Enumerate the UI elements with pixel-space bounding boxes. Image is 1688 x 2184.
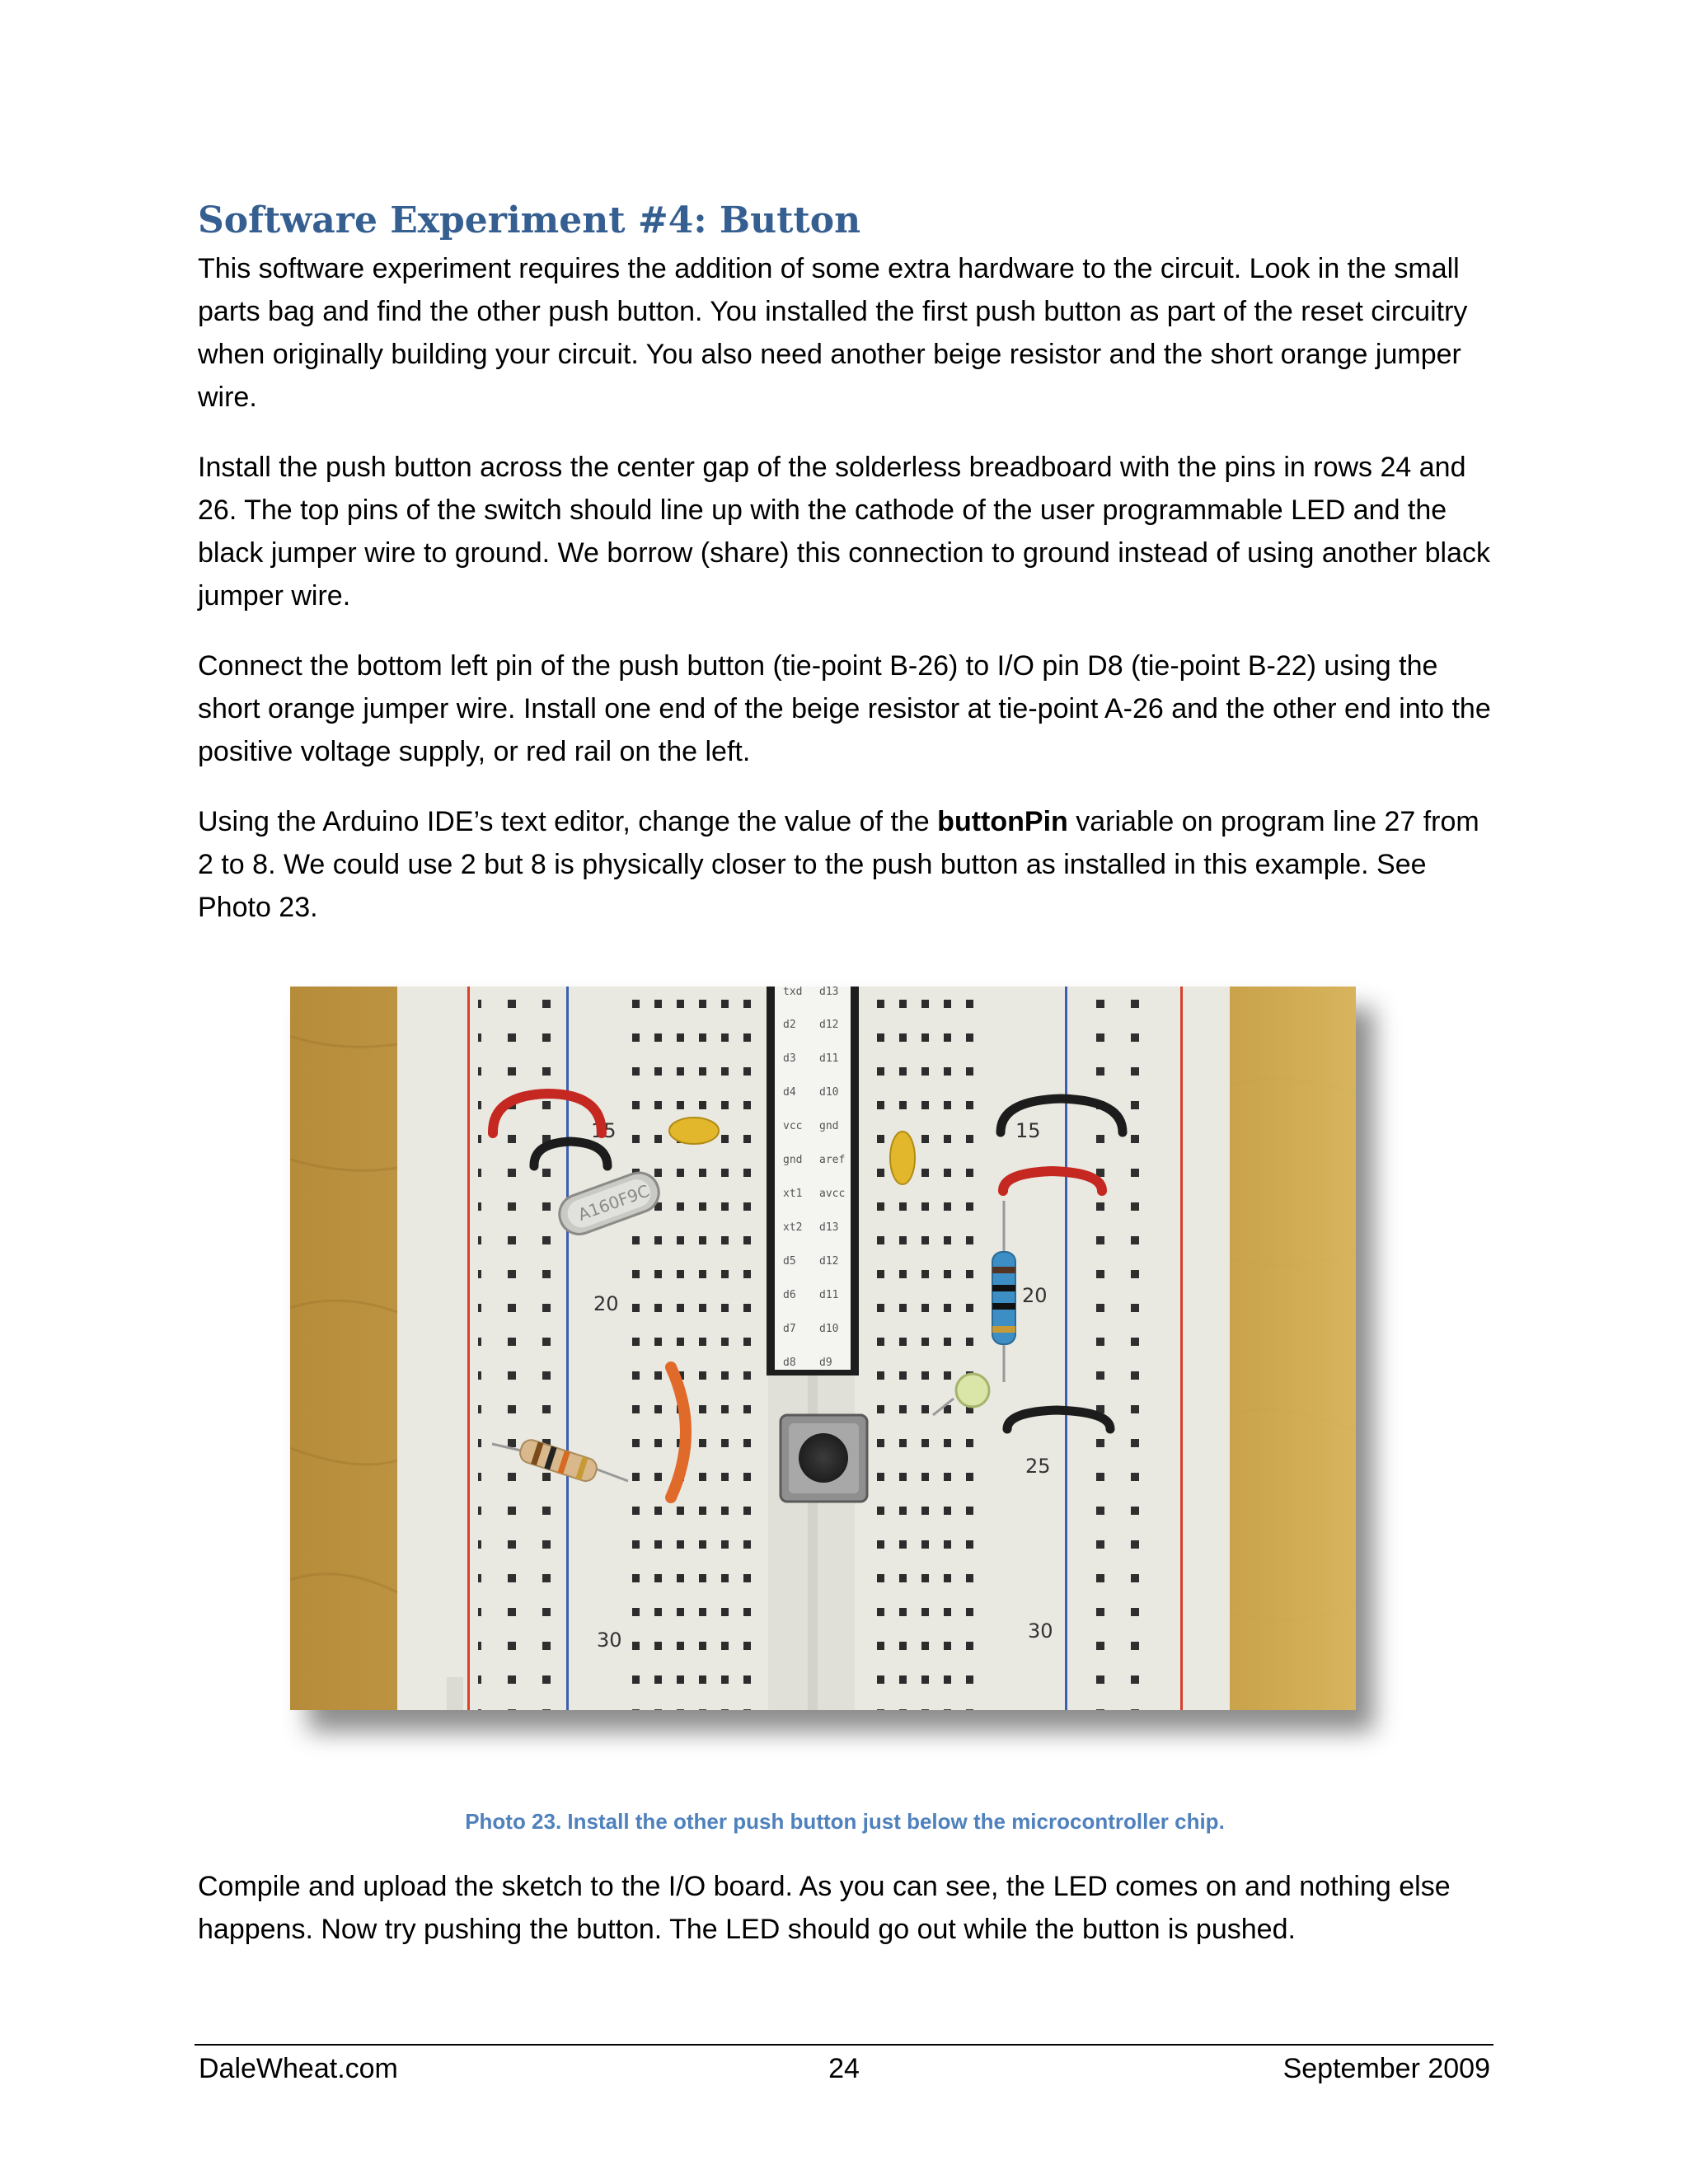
left-red-rail-line bbox=[467, 987, 470, 1710]
footer-website: DaleWheat.com bbox=[199, 2053, 398, 2084]
right-rail-holes bbox=[1075, 987, 1165, 1710]
row-label: 20 bbox=[593, 1292, 619, 1315]
chip-pin-label: d11 bbox=[819, 1289, 839, 1301]
paragraph-change-variable bbox=[198, 800, 1500, 929]
paragraph-text: variable on program line 27 from 2 to 8. We could use 2 but 8 is physically closer to the push button as installed in this example. See Photo 23. bbox=[198, 806, 1479, 923]
chip-pin-label: aref bbox=[819, 1154, 846, 1166]
chip-pin-label: d6 bbox=[783, 1289, 796, 1301]
left-terminal-holes bbox=[632, 987, 756, 1710]
chip-pin-label: d9 bbox=[819, 1357, 832, 1369]
chip-pin-label: d5 bbox=[783, 1255, 796, 1268]
chip-pin-label: xt2 bbox=[783, 1221, 803, 1234]
chip-pin-label: d10 bbox=[819, 1086, 839, 1099]
chip-pin-label: d13 bbox=[819, 987, 839, 998]
footer-page-number: 24 bbox=[828, 2053, 860, 2084]
capacitor bbox=[669, 1118, 719, 1144]
chip-pin-label: d13 bbox=[819, 1221, 839, 1234]
chip-pin-label: avcc bbox=[819, 1188, 846, 1200]
capacitor bbox=[890, 1132, 915, 1184]
chip-pin-label: d3 bbox=[783, 1052, 796, 1065]
chip-pin-label: d11 bbox=[819, 1052, 839, 1065]
chip-pin-label: d12 bbox=[819, 1255, 839, 1268]
chip-pin-label: txd bbox=[783, 987, 803, 998]
photo-caption: Photo 23. Install the other push button just below the microcontroller chip. bbox=[465, 1809, 1225, 1834]
chip-pin-label: d10 bbox=[819, 1323, 839, 1335]
push-button-component bbox=[781, 1415, 867, 1502]
row-label: 15 bbox=[1015, 1119, 1041, 1142]
chip-pin-label: d12 bbox=[819, 1019, 839, 1031]
chip-pin-label: gnd bbox=[783, 1154, 803, 1166]
row-label: 15 bbox=[591, 1119, 617, 1142]
chip-pin-label: vcc bbox=[783, 1120, 803, 1132]
chip-pin-label: d4 bbox=[783, 1086, 796, 1099]
chip-pin-label: d2 bbox=[783, 1019, 796, 1031]
footer-date: September 2009 bbox=[1282, 2053, 1490, 2084]
row-label: 30 bbox=[1028, 1619, 1053, 1643]
chip-pin-label: xt1 bbox=[783, 1188, 803, 1200]
variable-name: buttonPin bbox=[937, 806, 1068, 837]
paragraph-install-button: Install the push button across the center gap of the solderless breadboard with the pins in rows 24 and 26. The top pins of the switch should line up with the cathode of the user programmable LED and the black jumper wire to ground. We borrow (share) this connection to ground instead of using another black jumper wire. bbox=[198, 452, 1491, 612]
chip-pin-label: d8 bbox=[783, 1357, 796, 1369]
breadboard-photo bbox=[290, 987, 1356, 1710]
crystal-marking: A160F9C bbox=[575, 1180, 652, 1225]
button-cap bbox=[799, 1433, 848, 1483]
row-label: 20 bbox=[1022, 1284, 1048, 1307]
right-red-rail-line bbox=[1180, 987, 1183, 1710]
chip-pin-label: gnd bbox=[819, 1120, 839, 1132]
paragraph-compile-upload: Compile and upload the sketch to the I/O board. As you can see, the LED comes on and nothing else happens. Now try pushing the button. The LED should go out while the button is pushed. bbox=[198, 1871, 1451, 1945]
chip-pin-label: d7 bbox=[783, 1323, 796, 1335]
right-terminal-holes bbox=[863, 987, 987, 1710]
paragraph-intro: This software experiment requires the addition of some extra hardware to the circuit. Look in the small parts bag and find the other push button. You installed the first push button as part of the reset circuitry when originally building your circuit. You also need another beige resistor and the short orange jumper wire. bbox=[198, 253, 1468, 413]
led bbox=[956, 1374, 989, 1407]
paragraph-connect-wiring: Connect the bottom left pin of the push button (tie-point B-26) to I/O pin D8 (tie-point B-22) using the short orange jumper wire. Install one end of the beige resistor at tie-point A-26 and the other end into the positive voltage supply, or red rail on the left. bbox=[198, 650, 1491, 767]
paragraph-text: Using the Arduino IDE’s text editor, change the value of the bbox=[198, 806, 938, 837]
section-heading: Software Experiment #4: Button bbox=[198, 199, 861, 241]
footer-divider bbox=[195, 2044, 1493, 2046]
row-label: 30 bbox=[597, 1629, 622, 1652]
row-label: 25 bbox=[1025, 1455, 1051, 1478]
